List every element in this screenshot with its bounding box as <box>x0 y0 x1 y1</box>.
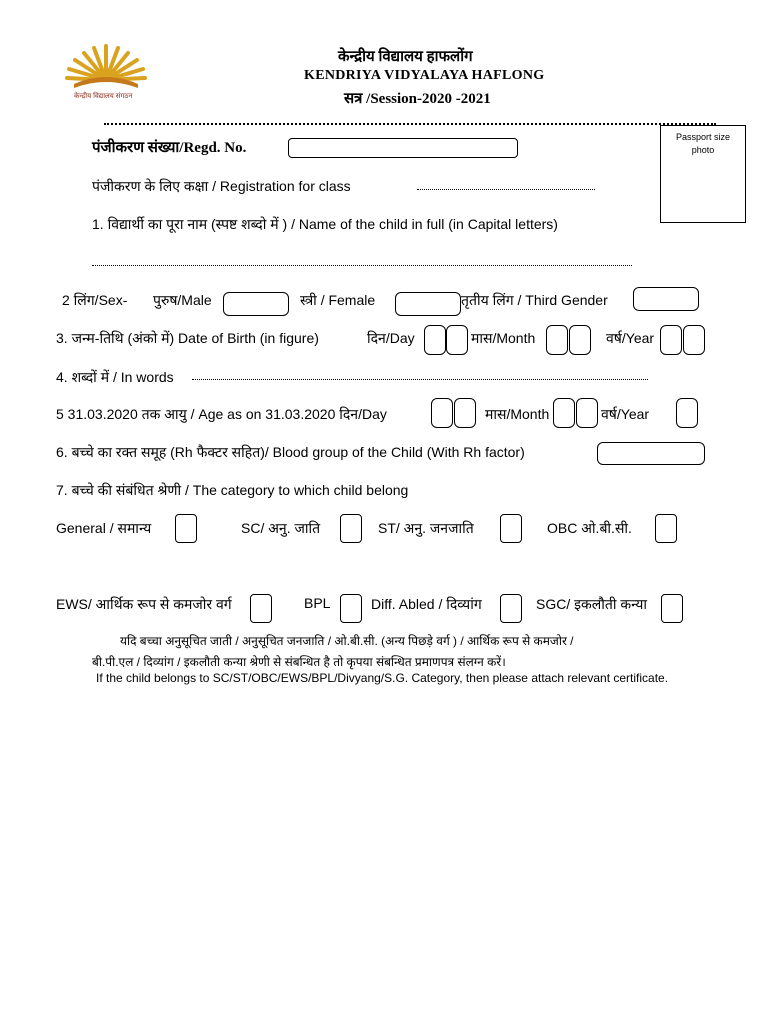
dob-day-box-2[interactable] <box>446 325 468 355</box>
age-label: 5 31.03.2020 तक आयु / Age as on 31.03.2020 दिन/Day <box>56 406 387 422</box>
note-hindi-line2: बी.पी.एल / दिव्यांग / इकलौती कन्या श्रेणी से संबन्धित है तो कृपया संबन्धित प्रमाणपत्र संलग्न करें। <box>92 655 506 669</box>
header-divider <box>104 123 716 125</box>
school-name-english: KENDRIYA VIDYALAYA HAFLONG <box>304 68 545 83</box>
dob-month-box-2[interactable] <box>569 325 591 355</box>
diff-abled-label: Diff. Abled / दिव्यांग <box>371 596 482 612</box>
obc-checkbox[interactable] <box>655 514 677 543</box>
ews-label: EWS/ आर्थिक रूप से कमजोर वर्ग <box>56 596 232 612</box>
session-label: सत्र /Session-2020 -2021 <box>344 91 491 107</box>
note-hindi-line1: यदि बच्चा अनुसूचित जाती / अनुसूचित जनजाति / ओ.बी.सी. (अन्य पिछड़े वर्ग ) / आर्थिक रूप से कमजोर / <box>120 634 574 648</box>
sun-emblem-icon <box>64 40 148 94</box>
male-label: पुरुष/Male <box>153 292 212 308</box>
diff-abled-checkbox[interactable] <box>500 594 522 623</box>
third-gender-label: तृतीय लिंग / Third Gender <box>461 292 608 308</box>
registration-class-label: पंजीकरण के लिए कक्षा / Registration for class <box>92 178 351 194</box>
sex-label: 2 लिंग/Sex- <box>62 292 128 308</box>
note-english: If the child belongs to SC/ST/OBC/EWS/BPL/Divyang/S.G. Category, then please attach relevant certificate. <box>96 671 669 685</box>
registration-class-field[interactable] <box>417 189 595 190</box>
ews-checkbox[interactable] <box>250 594 272 623</box>
blood-group-box[interactable] <box>597 442 705 465</box>
child-name-label: 1. विद्यार्थी का पूरा नाम (स्पष्ट शब्दो में ) / Name of the child in full (in Capital letters) <box>92 216 558 232</box>
kvs-logo <box>64 40 148 106</box>
bpl-label: BPL <box>304 595 331 611</box>
dob-day-box-1[interactable] <box>424 325 446 355</box>
category-label: 7. बच्चे की संबंधित श्रेणी / The category to which child belong <box>56 482 409 498</box>
age-year-box-1[interactable] <box>676 398 698 428</box>
sc-label: SC/ अनु. जाति <box>241 520 321 536</box>
third-gender-box[interactable] <box>633 287 699 311</box>
dob-month-label: मास/Month <box>471 330 536 346</box>
dob-year-label: वर्ष/Year <box>606 330 655 346</box>
general-label: General / समान्य <box>56 520 152 536</box>
dob-words-field[interactable] <box>192 379 648 380</box>
dob-label: 3. जन्म-तिथि (अंको में) Date of Birth (in figure) <box>56 330 319 346</box>
age-month-label: मास/Month <box>485 406 550 422</box>
dob-words-label: 4. शब्दों में / In words <box>56 369 174 385</box>
general-checkbox[interactable] <box>175 514 197 543</box>
st-label: ST/ अनु. जनजाति <box>378 520 474 536</box>
obc-label: OBC ओ.बी.सी. <box>547 520 632 536</box>
passport-photo-box <box>660 125 746 223</box>
male-box[interactable] <box>223 292 289 316</box>
child-name-field[interactable] <box>92 265 632 266</box>
sgc-label: SGC/ इकलौती कन्या <box>536 596 647 612</box>
age-day-box-2[interactable] <box>454 398 476 428</box>
school-name-hindi: केन्द्रीय विद्यालय हाफलोंग <box>338 49 473 65</box>
st-checkbox[interactable] <box>500 514 522 543</box>
dob-month-box-1[interactable] <box>546 325 568 355</box>
female-box[interactable] <box>395 292 461 316</box>
dob-year-box-2[interactable] <box>683 325 705 355</box>
age-month-box-1[interactable] <box>553 398 575 428</box>
age-day-box-1[interactable] <box>431 398 453 428</box>
dob-day-label: दिन/Day <box>367 330 415 346</box>
sgc-checkbox[interactable] <box>661 594 683 623</box>
passport-photo-label: Passport size photo <box>675 132 731 155</box>
age-year-label: वर्ष/Year <box>601 406 650 422</box>
sc-checkbox[interactable] <box>340 514 362 543</box>
dob-year-box-1[interactable] <box>660 325 682 355</box>
regd-no-label: पंजीकरण संख्या/Regd. No. <box>92 140 247 156</box>
regd-no-input[interactable] <box>288 138 518 158</box>
logo-caption: केन्द्रीय विद्यालय संगठन <box>74 93 133 100</box>
bpl-checkbox[interactable] <box>340 594 362 623</box>
female-label: स्त्री / Female <box>300 292 376 308</box>
blood-group-label: 6. बच्चे का रक्त समूह (Rh फैक्टर सहित)/ Blood group of the Child (With Rh factor) <box>56 444 525 460</box>
age-month-box-2[interactable] <box>576 398 598 428</box>
